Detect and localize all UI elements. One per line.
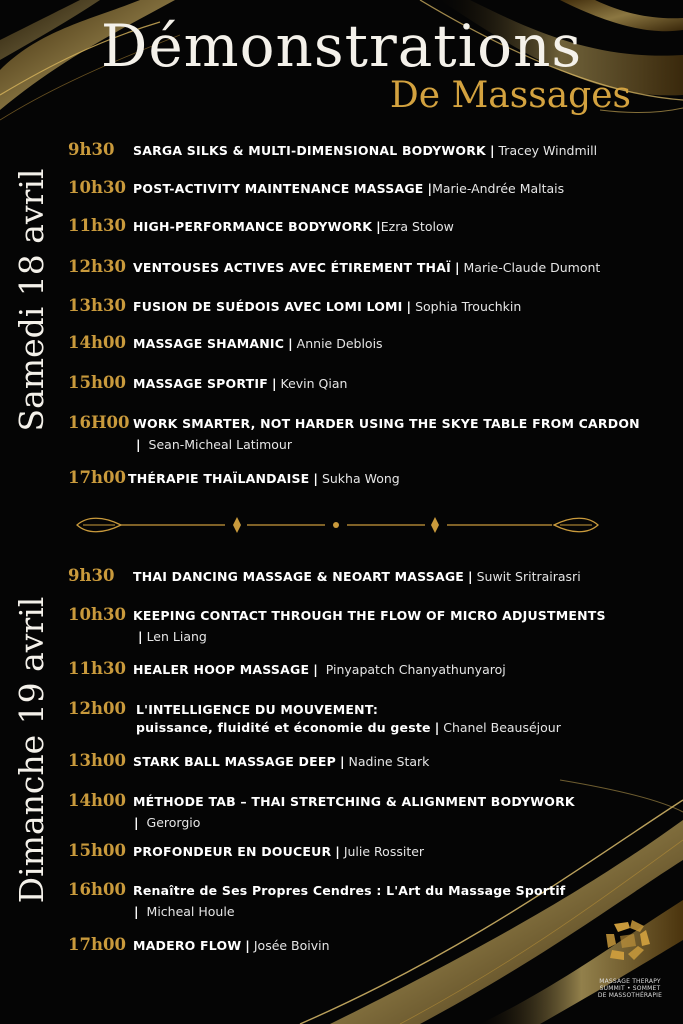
entry-time: 16h00: [68, 880, 126, 899]
entry-time: 13h30: [68, 296, 126, 315]
entry-time: 15h00: [68, 373, 126, 392]
separator: |: [134, 815, 139, 830]
entry-presenter: Sukha Wong: [321, 471, 400, 486]
entry-title: WORK SMARTER, NOT HARDER USING THE SKYE TABLE FROM CARDON: [133, 416, 640, 431]
entry-time: 14h00: [68, 333, 126, 352]
entry-presenter: Josée Boivin: [253, 938, 330, 953]
entry-title: L'INTELLIGENCE DU MOUVEMENT:: [136, 702, 379, 717]
entry-time: 10h30: [68, 605, 126, 624]
entry-title: PROFONDEUR EN DOUCEUR: [133, 844, 332, 859]
entry-title: MÉTHODE TAB – THAI STRETCHING & ALIGNMENT BODYWORK: [133, 794, 575, 809]
entry-title: FUSION DE SUÉDOIS AVEC LOMI LOMI: [133, 299, 403, 314]
entry-time: 16H00: [68, 413, 130, 432]
entry-presenter: Nadine Stark: [348, 754, 430, 769]
separator: |: [406, 299, 412, 314]
entry-presenter: Pinyapatch Chanyathunyaroj: [325, 662, 506, 677]
entry-title: Renaître de Ses Propres Cendres : L'Art du Massage Sportif: [133, 883, 566, 898]
entry-time: 15h00: [68, 841, 126, 860]
ornamental-divider: [75, 512, 600, 538]
separator: |: [245, 938, 250, 953]
entry-title: HIGH-PERFORMANCE BODYWORK: [133, 219, 373, 234]
entry-time: 10h30: [68, 178, 126, 197]
entry-presenter: Chanel Beauséjour: [443, 720, 561, 735]
entry-presenter: Tracey Windmill: [498, 143, 598, 158]
entry-presenter: Len Liang: [146, 629, 207, 644]
entry-time: 17h00: [68, 935, 126, 954]
entry-title: THAI DANCING MASSAGE & NEOART MASSAGE: [133, 569, 465, 584]
entry-title: MASSAGE SHAMANIC: [133, 336, 285, 351]
entry-time: 9h30: [68, 566, 115, 585]
entry-presenter: Ezra Stolow: [380, 219, 454, 234]
hands-logo-icon: [594, 914, 666, 974]
entry-presenter: Marie-Andrée Maltais: [432, 181, 565, 196]
entry-time: 12h30: [68, 257, 126, 276]
entry-presenter: Sean-Micheal Latimour: [148, 437, 292, 452]
separator: |: [134, 904, 139, 919]
entry-time: 17h00: [68, 468, 126, 487]
entry-time: 13h00: [68, 751, 126, 770]
separator: |: [468, 569, 473, 584]
separator: |: [271, 376, 277, 391]
separator: |: [313, 471, 318, 486]
separator: |: [454, 260, 460, 275]
poster-title: Démonstrations: [100, 12, 583, 80]
separator: |: [339, 754, 345, 769]
entry-presenter: Julie Rossiter: [343, 844, 425, 859]
entry-time: 11h30: [68, 659, 126, 678]
separator: |: [335, 844, 340, 859]
entry-time: 14h00: [68, 791, 126, 810]
day-label-saturday: Samedi 18 avril: [12, 168, 51, 432]
entry-title: POST-ACTIVITY MAINTENANCE MASSAGE: [133, 181, 424, 196]
day-label-sunday: Dimanche 19 avril: [12, 596, 51, 904]
entry-time: 9h30: [68, 140, 115, 159]
entry-time: 11h30: [68, 216, 126, 235]
separator: |: [434, 720, 440, 735]
entry-title: MASSAGE SPORTIF: [133, 376, 268, 391]
separator: |: [313, 662, 318, 677]
entry-title: STARK BALL MASSAGE DEEP: [133, 754, 336, 769]
separator: |: [136, 437, 141, 452]
logo-text-line: DE MASSOTHÉRAPIE: [597, 992, 663, 999]
separator: |: [376, 219, 381, 234]
logo-text-line: MASSAGE THERAPY: [599, 978, 661, 985]
entry-title: THÉRAPIE THAÏLANDAISE: [128, 471, 310, 486]
poster-subtitle: De Massages: [389, 75, 631, 116]
entry-presenter: Kevin Qian: [280, 376, 348, 391]
entry-presenter: Annie Deblois: [296, 336, 383, 351]
entry-presenter: Gerorgio: [146, 815, 201, 830]
summit-logo: [594, 914, 666, 999]
entry-title: HEALER HOOP MASSAGE: [133, 662, 310, 677]
separator: |: [489, 143, 495, 158]
entry-presenter: Suwit Sritrairasri: [476, 569, 581, 584]
entry-presenter: Marie-Claude Dumont: [463, 260, 601, 275]
logo-text-line: SUMMIT • SOMMET: [599, 985, 661, 992]
entry-title: SARGA SILKS & MULTI-DIMENSIONAL BODYWORK: [133, 143, 486, 158]
entry-title: KEEPING CONTACT THROUGH THE FLOW OF MICRO ADJUSTMENTS: [133, 608, 606, 623]
entry-title: VENTOUSES ACTIVES AVEC ÉTIREMENT THAÏ: [133, 260, 451, 275]
entry-presenter: Micheal Houle: [146, 904, 235, 919]
entry-time: 12h00: [68, 699, 126, 718]
separator: |: [138, 629, 143, 644]
entry-title: MADERO FLOW: [133, 938, 242, 953]
entry-title-line2: puissance, fluidité et économie du geste: [136, 720, 431, 735]
separator: |: [288, 336, 293, 351]
separator: |: [427, 181, 433, 196]
entry-presenter: Sophia Trouchkin: [415, 299, 522, 314]
